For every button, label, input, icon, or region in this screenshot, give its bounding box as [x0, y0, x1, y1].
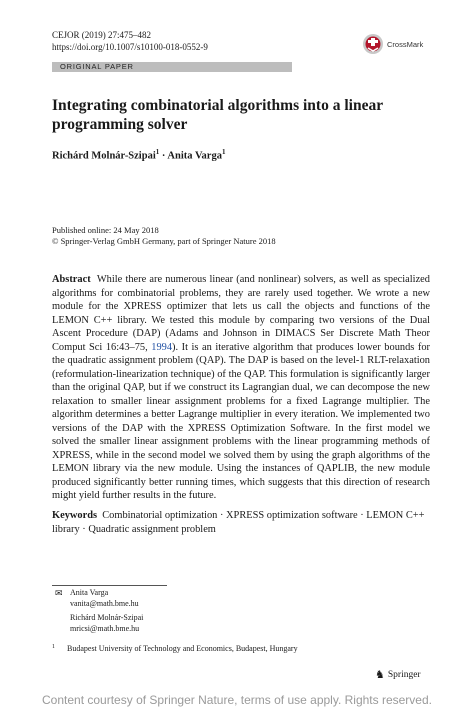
keywords-text: Combinatorial optimization · XPRESS optimization software · LEMON C++ library · Quadratic assignment problem — [52, 510, 425, 535]
crossmark-badge[interactable] — [362, 33, 423, 55]
contact-name: Anita Varga — [70, 588, 109, 597]
citation-link[interactable]: 1994 — [151, 341, 173, 353]
crossmark-icon — [362, 33, 384, 55]
publisher-name: Springer — [387, 669, 421, 680]
affiliation-footnote — [52, 644, 298, 656]
contact-email[interactable]: vanita@math.bme.hu — [70, 598, 139, 608]
author-list — [52, 148, 225, 162]
affiliation-marker: 1 — [221, 148, 226, 156]
abstract-label: Abstract — [52, 274, 91, 285]
affiliation-marker: 1 — [155, 148, 160, 156]
author-name[interactable]: Anita Varga — [167, 150, 222, 162]
journal-citation: CEJOR (2019) 27:475–482 — [52, 30, 151, 40]
contact-name: Richárd Molnár-Szipai — [70, 613, 144, 622]
footnote-divider — [52, 585, 167, 586]
publication-date: Published online: 24 May 2018 — [52, 225, 159, 235]
affiliation-text: Budapest University of Technology and Economics, Budapest, Hungary — [67, 644, 298, 653]
springer-horse-icon: ♞ — [375, 668, 385, 681]
abstract-section — [52, 273, 430, 503]
envelope-icon: ✉ — [55, 588, 63, 598]
keywords-section — [52, 509, 430, 536]
corresponding-contacts — [70, 588, 143, 634]
paper-title: Integrating combinatorial algorithms into a linear programming solver — [52, 97, 383, 133]
copyright-notice: © Springer-Verlag GmbH Germany, part of Springer Nature 2018 — [52, 236, 276, 246]
courtesy-watermark: Content courtesy of Springer Nature, terms of use apply. Rights reserved. — [42, 693, 432, 707]
doi-link[interactable]: https://doi.org/10.1007/s10100-018-0552-9 — [52, 42, 208, 52]
article-type-banner: ORIGINAL PAPER — [52, 62, 292, 72]
crossmark-label: CrossMark — [387, 39, 424, 49]
author-name[interactable]: Richárd Molnár-Szipai — [52, 150, 156, 162]
abstract-text: While there are numerous linear (and nonlinear) solvers, as well as specialized algorithms for combinatorial problems, they are rarely used together. We wrote a new module for the XPRESS optimizer that lets us call the objects and functions of the LEMON C++ library. We tested this module by comparing two versions of the Dual Ascent Procedure (DAP) (Adams and Johnson in DIMACS Ser Discrete Math Theor Comput Sci 16:43–75, — [52, 274, 430, 353]
keywords-label: Keywords — [52, 510, 98, 521]
affiliation-number: 1 — [52, 644, 55, 650]
contact-email[interactable]: mricsi@math.bme.hu — [70, 623, 140, 633]
author-separator: · — [159, 150, 168, 162]
publisher-logo — [375, 668, 421, 681]
abstract-text: ). It is an iterative algorithm that produces lower bounds for the quadratic assignment problem (QAP). The DAP is based on the level-1 RLT-relaxation (reformulation-linearization technique) of the QAP. This formulation is significantly larger than the original QAP, but if we construct its Lagrangian dual, we can decompose the new relaxation to smaller linear assignment problems for a fixed Lagrange multiplier. The algorithm determines a better Lagrange multiplier in every iteration. We implemented two versions of the DAP with the XPRESS Optimization Software. In the first model we solved the smaller linear assignment problems with the linear programming methods of XPRESS, while in the second model we solved them by using the graph algorithms of the LEMON library via the new module. Using the instances of QAPLIB, the new module produced significantly better running times, which suggests that this direction of research might yield further results in the future. — [52, 341, 430, 501]
